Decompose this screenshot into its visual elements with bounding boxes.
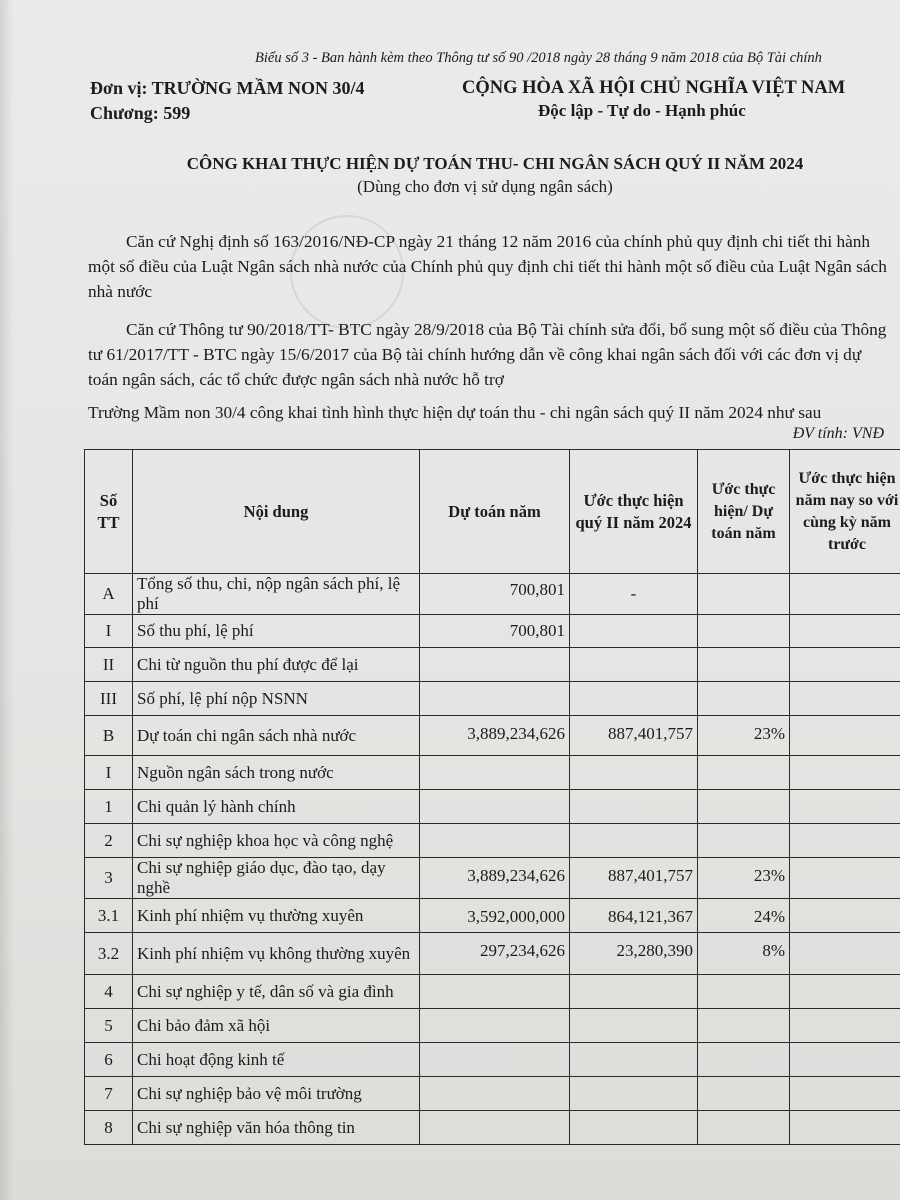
chapter-code: Chương: 599 [90, 103, 191, 123]
row-content: Số thu phí, lệ phí [133, 615, 420, 648]
header-content: Nội dung [133, 450, 420, 574]
table-row [85, 574, 900, 615]
table-row [85, 858, 900, 899]
row-ratio-prev-year [790, 574, 900, 615]
document-subtitle: (Dùng cho đơn vị sử dụng ngân sách) [357, 177, 613, 196]
intro-paragraph: Trường Mầm non 30/4 công khai tình hình thực hiện dự toán thu - chi ngân sách quý II năm 2024 như sau [88, 403, 822, 422]
row-annual-estimate: 3,889,234,626 [420, 858, 570, 899]
republic-heading: CỘNG HÒA XÃ HỘI CHỦ NGHĨA VIỆT NAM [462, 78, 846, 98]
row-q2-estimate [570, 615, 698, 648]
row-stt: A [85, 574, 133, 615]
row-q2-estimate: 887,401,757 [570, 858, 698, 899]
row-ratio-prev-year [790, 1009, 900, 1043]
row-ratio-prev-year [790, 615, 900, 648]
table-row [85, 933, 900, 975]
page-shadow [0, 0, 14, 1200]
row-ratio-prev-year [790, 975, 900, 1009]
row-content: Số phí, lệ phí nộp NSNN [133, 682, 420, 716]
row-annual-estimate [420, 648, 570, 682]
row-ratio-prev-year [790, 790, 900, 824]
header-annual-estimate: Dự toán năm [420, 450, 570, 574]
form-note: Biểu số 3 - Ban hành kèm theo Thông tư số 90 /2018 ngày 28 tháng 9 năm 2018 của Bộ Tài chính [255, 50, 822, 66]
row-annual-estimate: 3,592,000,000 [420, 899, 570, 933]
row-stt: III [85, 682, 133, 716]
table-header-row [85, 450, 900, 574]
row-stt: 5 [85, 1009, 133, 1043]
row-content: Chi sự nghiệp văn hóa thông tin [133, 1111, 420, 1145]
table-row [85, 1043, 900, 1077]
table-row [85, 1009, 900, 1043]
row-q2-estimate [570, 756, 698, 790]
row-q2-estimate: 23,280,390 [570, 933, 698, 975]
row-ratio-estimate [698, 615, 790, 648]
row-ratio-estimate: 23% [698, 716, 790, 756]
row-annual-estimate [420, 1043, 570, 1077]
document-title: CÔNG KHAI THỰC HIỆN DỰ TOÁN THU- CHI NGÂN SÁCH QUÝ II NĂM 2024 [186, 154, 804, 173]
row-annual-estimate [420, 756, 570, 790]
row-ratio-estimate [698, 648, 790, 682]
row-ratio-prev-year [790, 899, 900, 933]
row-stt: 2 [85, 824, 133, 858]
row-q2-estimate [570, 1043, 698, 1077]
row-annual-estimate: 3,889,234,626 [420, 716, 570, 756]
row-ratio-estimate: 8% [698, 933, 790, 975]
table-row [85, 716, 900, 756]
row-q2-estimate: 864,121,367 [570, 899, 698, 933]
row-ratio-estimate [698, 1009, 790, 1043]
row-stt: 3.2 [85, 933, 133, 975]
row-content: Chi sự nghiệp y tế, dân số và gia đình [133, 975, 420, 1009]
row-q2-estimate [570, 1077, 698, 1111]
row-content: Kinh phí nhiệm vụ không thường xuyên [133, 933, 420, 975]
row-q2-estimate [570, 975, 698, 1009]
row-content: Chi bảo đảm xã hội [133, 1009, 420, 1043]
row-ratio-prev-year [790, 858, 900, 899]
row-ratio-prev-year [790, 824, 900, 858]
row-q2-estimate [570, 648, 698, 682]
row-stt: I [85, 756, 133, 790]
header-q2-estimate: Ước thực hiện quý II năm 2024 [570, 450, 698, 574]
row-stt: 4 [85, 975, 133, 1009]
row-ratio-prev-year [790, 648, 900, 682]
row-content: Chi sự nghiệp bảo vệ môi trường [133, 1077, 420, 1111]
legal-basis-paragraph-2: Căn cứ Thông tư 90/2018/TT- BTC ngày 28/9/2018 của Bộ Tài chính sửa đổi, bổ sung một số điều của Thông tư 61/2017/TT - BTC ngày 15/6/2017 của Bộ tài chính hướng dẫn về công khai ngân sách đối với các đơn vị dự toán ngân sách, các tổ chức được ngân sách nhà nước hỗ trợ [88, 320, 887, 389]
table-row [85, 1077, 900, 1111]
row-content: Chi từ nguồn thu phí được để lại [133, 648, 420, 682]
row-q2-estimate [570, 682, 698, 716]
row-ratio-prev-year [790, 1077, 900, 1111]
row-ratio-estimate [698, 1111, 790, 1145]
row-stt: 6 [85, 1043, 133, 1077]
row-ratio-prev-year [790, 1111, 900, 1145]
row-annual-estimate [420, 975, 570, 1009]
table-row [85, 648, 900, 682]
table-row [85, 790, 900, 824]
table-row [85, 824, 900, 858]
row-stt: I [85, 615, 133, 648]
row-stt: 3.1 [85, 899, 133, 933]
row-ratio-estimate: 23% [698, 858, 790, 899]
row-annual-estimate [420, 1009, 570, 1043]
row-content: Chi sự nghiệp khoa học và công nghệ [133, 824, 420, 858]
unit-name: Đơn vị: TRƯỜNG MẦM NON 30/4 [90, 78, 365, 98]
row-content: Kinh phí nhiệm vụ thường xuyên [133, 899, 420, 933]
row-ratio-prev-year [790, 756, 900, 790]
row-content: Chi quản lý hành chính [133, 790, 420, 824]
table-row [85, 756, 900, 790]
row-ratio-prev-year [790, 933, 900, 975]
row-ratio-estimate [698, 790, 790, 824]
row-stt: 7 [85, 1077, 133, 1111]
table-row [85, 682, 900, 716]
row-q2-estimate [570, 790, 698, 824]
row-ratio-estimate [698, 824, 790, 858]
row-content: Dự toán chi ngân sách nhà nước [133, 716, 420, 756]
row-stt: II [85, 648, 133, 682]
header-ratio-prev-year: Ước thực hiện năm nay so với cùng kỳ năm trước [790, 450, 900, 574]
budget-table [84, 449, 900, 1145]
header-ratio-estimate: Ước thực hiện/ Dự toán năm [698, 450, 790, 574]
row-annual-estimate [420, 790, 570, 824]
row-q2-estimate [570, 1111, 698, 1145]
row-annual-estimate [420, 1111, 570, 1145]
legal-basis-paragraph-1: Căn cứ Nghị định số 163/2016/NĐ-CP ngày 21 tháng 12 năm 2016 của chính phủ quy định chi tiết thi hành một số điều của Luật Ngân sách nhà nước của Chính phủ quy định chi tiết thi hành một số điều của Luật Ngân sách nhà nước [88, 232, 887, 301]
row-ratio-estimate [698, 1043, 790, 1077]
row-ratio-estimate [698, 756, 790, 790]
table-row [85, 975, 900, 1009]
row-ratio-prev-year [790, 716, 900, 756]
row-content: Chi hoạt động kinh tế [133, 1043, 420, 1077]
row-content: Chi sự nghiệp giáo dục, đào tạo, dạy nghề [133, 858, 420, 899]
row-ratio-estimate [698, 975, 790, 1009]
row-stt: 1 [85, 790, 133, 824]
row-q2-estimate [570, 824, 698, 858]
row-ratio-prev-year [790, 682, 900, 716]
row-annual-estimate [420, 682, 570, 716]
national-motto: Độc lập - Tự do - Hạnh phúc [538, 101, 746, 120]
row-ratio-prev-year [790, 1043, 900, 1077]
table-row [85, 899, 900, 933]
row-stt: B [85, 716, 133, 756]
row-ratio-estimate: 24% [698, 899, 790, 933]
row-stt: 8 [85, 1111, 133, 1145]
row-annual-estimate [420, 824, 570, 858]
row-q2-estimate [570, 1009, 698, 1043]
row-stt: 3 [85, 858, 133, 899]
table-row [85, 1111, 900, 1145]
header-stt: Số TT [85, 450, 133, 574]
row-annual-estimate [420, 1077, 570, 1111]
row-q2-estimate: 887,401,757 [570, 716, 698, 756]
row-annual-estimate: 297,234,626 [420, 933, 570, 975]
row-ratio-estimate [698, 574, 790, 615]
row-content: Tổng số thu, chi, nộp ngân sách phí, lệ phí [133, 574, 420, 615]
table-row [85, 615, 900, 648]
row-ratio-estimate [698, 682, 790, 716]
row-ratio-estimate [698, 1077, 790, 1111]
row-annual-estimate: 700,801 [420, 615, 570, 648]
row-q2-estimate: - [570, 574, 698, 615]
row-content: Nguồn ngân sách trong nước [133, 756, 420, 790]
row-annual-estimate: 700,801 [420, 574, 570, 615]
currency-unit: ĐV tính: VNĐ [792, 425, 884, 442]
